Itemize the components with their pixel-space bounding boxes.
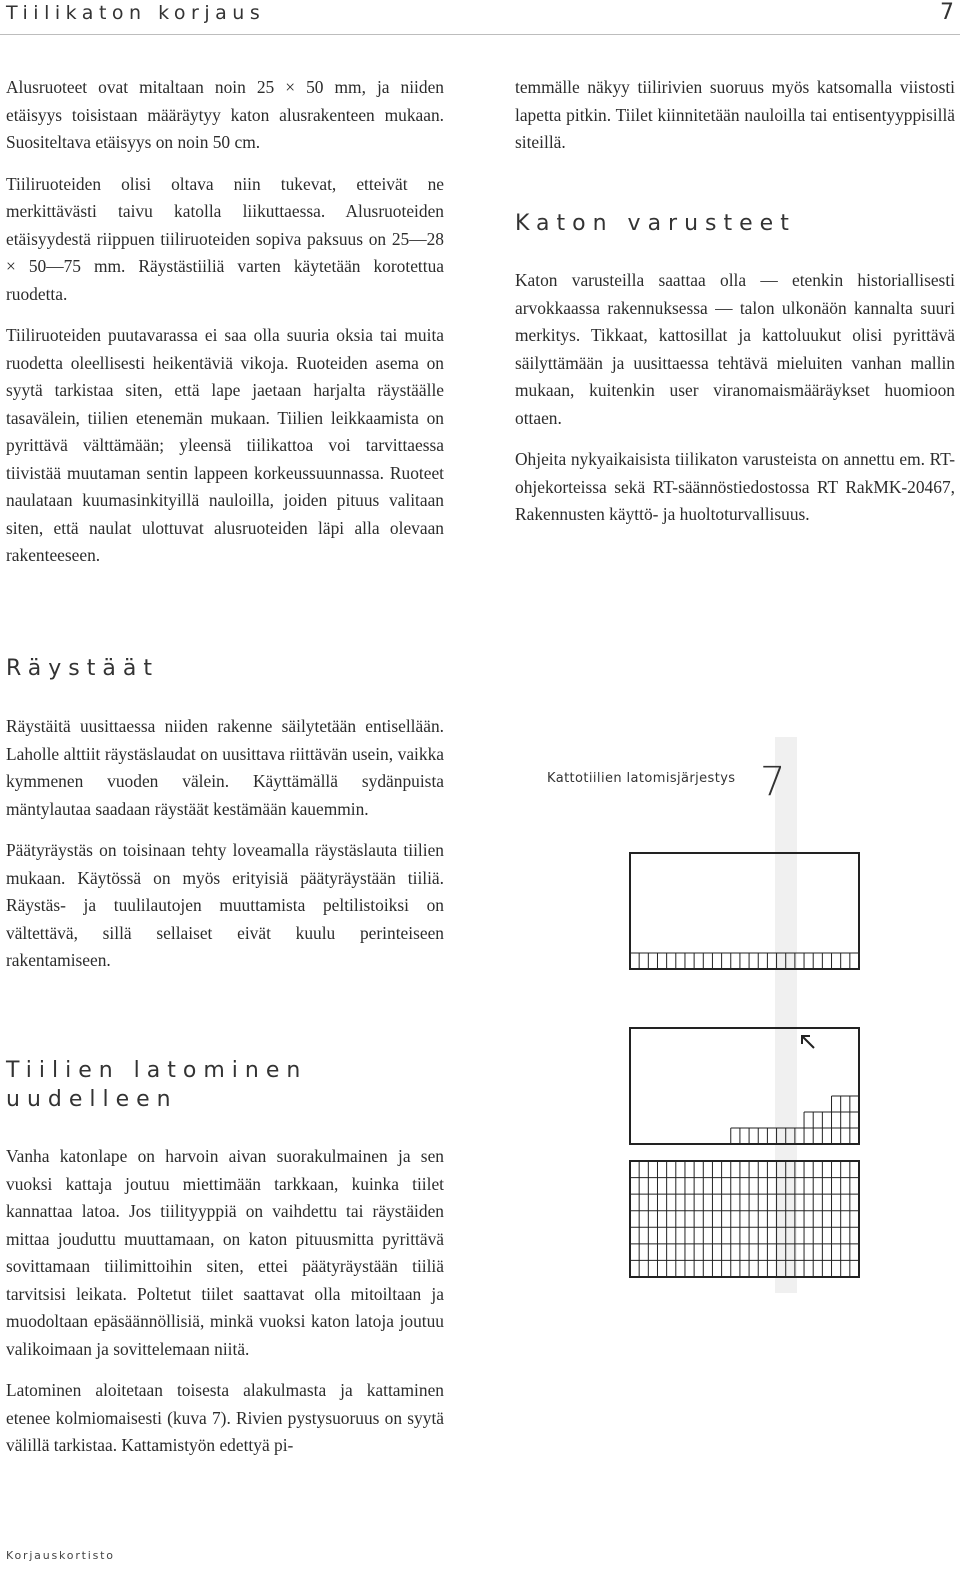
heading-line: Tiilien latominen [6, 1058, 308, 1083]
paragraph: temmälle näkyy tiilirivien suoruus myös katsomalla viistosti lapetta pitkin. Tiilet kiinnitetään nauloilla tai entisentyyppisillä siteillä. [515, 77, 955, 152]
page-number: 7 [940, 0, 954, 25]
paragraph: Päätyräystäs on toisinaan tehty loveamalla räystäslauta tiilien mukaan. Käytössä on myös erityisiä päätyräystään tiiliä. Räystäs- ja tuulilautojen muuttamista peltilistoiksi on vältettävä, sillä sellaiset eivät kuulu perinteiseen rakentamiseen. [6, 840, 444, 970]
section-heading-katon-varusteet: Katon varusteet [515, 211, 796, 236]
roof-outline [630, 1161, 859, 1277]
stage-1-roof [630, 853, 859, 969]
paragraph: Ohjeita nykyaikaisista tiilikaton varusteista on annettu em. RT-ohjekorteissa sekä RT-säännöstiedostossa RT RakMK-20467, Rakennusten käyttö- ja huoltoturvallisuus. [515, 449, 955, 524]
roof-outline [630, 1028, 859, 1144]
roof-outline [630, 853, 859, 969]
heading-line: uudelleen [6, 1087, 178, 1112]
paragraph: Tiiliruoteiden olisi oltava niin tukevat, etteivät ne merkittävästi taivu katolla liikuttaessa. Alusruoteiden etäisyydestä riippuen tiiliruoteiden sopiva paksuus on 25—28 × 50—75 mm. Räystästiiliä varten käytetään korotettua ruodetta. [6, 173, 444, 304]
tiilien-latominen-text [6, 1143, 444, 1460]
paragraph: Vanha katonlape on harvoin aivan suorakulmainen ja sen vuoksi kattaja joutuu miettimään tarkkaan, kuinka tiilet kannattaa latoa. Jos tiilityyppiä on vaihdettu tai räystäiden mittaa jouduttu muuttamaan, on katon pituusmitta pyrittävä sovittamaan tiilimittoihin siten, ettei päätyräystään tiiliä tarvitsisi leikata. Poltetut tiilet saattavat olla mitoiltaan ja muodoltaan epäsäännöllisiä, minkä vuoksi katon latoja joutuu valikoimaan ja sovittelemaan niitä. [6, 1146, 444, 1359]
tile-grid [630, 953, 859, 969]
section-heading-raystaat: Räystäät [6, 656, 159, 681]
stage-3-roof [630, 1161, 859, 1277]
right-intro-text [515, 74, 955, 157]
paragraph: Latominen aloitetaan toisesta alakulmasta ja kattaminen etenee kolmiomaisesti (kuva 7). Rivien pystysuoruus on syytä välillä tarkistaa. Kattamistyön edettyä pi- [6, 1380, 444, 1455]
left-intro-text [6, 74, 444, 570]
document-title: Tiilikaton korjaus [6, 2, 266, 24]
stage-2-roof [630, 1028, 859, 1144]
paragraph: Katon varusteilla saattaa olla — etenkin historiallisesti arvokkaassa rakennuksessa — talon ulkonäön kannalta suuri merkitys. Tikkaat, kattosillat ja kattoluukut olisi pyrittävä säilyttämään ja uusittaessa tehtävä mieluiten vanhan mallin mukaan, kuitenkin user viranomaismääräykset huomioon ottaen. [515, 270, 955, 428]
paragraph: Tiiliruoteiden puutavarassa ei saa olla suuria oksia tai muita ruodetta oleellisesti heikentäviä vikoja. Ruoteiden asema on syytä tarkistaa siten, että lape jaetaan harjalta räystäälle tasavälein, tiilien etenemän mukaan. Tiilien leikkaamista on pyrittävä välttämään; yleensä tiilikattoa voi tarvittaessa tiivistää muutaman sentin lappeen korkeussuunnassa. Ruoteet naulataan kuumasinkityillä nauloilla, joiden pituus valitaan siten, että naulat ulottuvat alusruoteiden läpi alla olevaan rakenteeseen. [6, 325, 444, 565]
page-footer: Korjauskortisto [6, 1549, 115, 1562]
figure-number: 7 [760, 759, 786, 805]
tile-grid [731, 1096, 859, 1144]
figure-caption: Kattotiilien latomisjärjestys [547, 771, 736, 786]
tile-laying-order-diagram [625, 848, 865, 1278]
paragraph: Alusruoteet ovat mitaltaan noin 25 × 50 mm, ja niiden etäisyys toisistaan määräytyy katon alusrakenteen mukaan. Suositeltava etäisyys on noin 50 cm. [6, 77, 444, 152]
katon-varusteet-text [515, 267, 955, 529]
raystaat-text [6, 713, 444, 975]
section-heading-tiilien-latominen [6, 1056, 307, 1114]
page-header [0, 0, 960, 35]
tile-grid [630, 1161, 859, 1277]
paragraph: Räystäitä uusittaessa niiden rakenne säilytetään entisellään. Laholle alttiit räystäslaudat on uusittava riittävän usein, vaikka kymmenen vuoden välein. Käyttämällä sydänpuista mäntylautaa saadaan räystäät kestämään kauemmin. [6, 716, 444, 819]
diagonal-arrow-icon [802, 1036, 814, 1048]
